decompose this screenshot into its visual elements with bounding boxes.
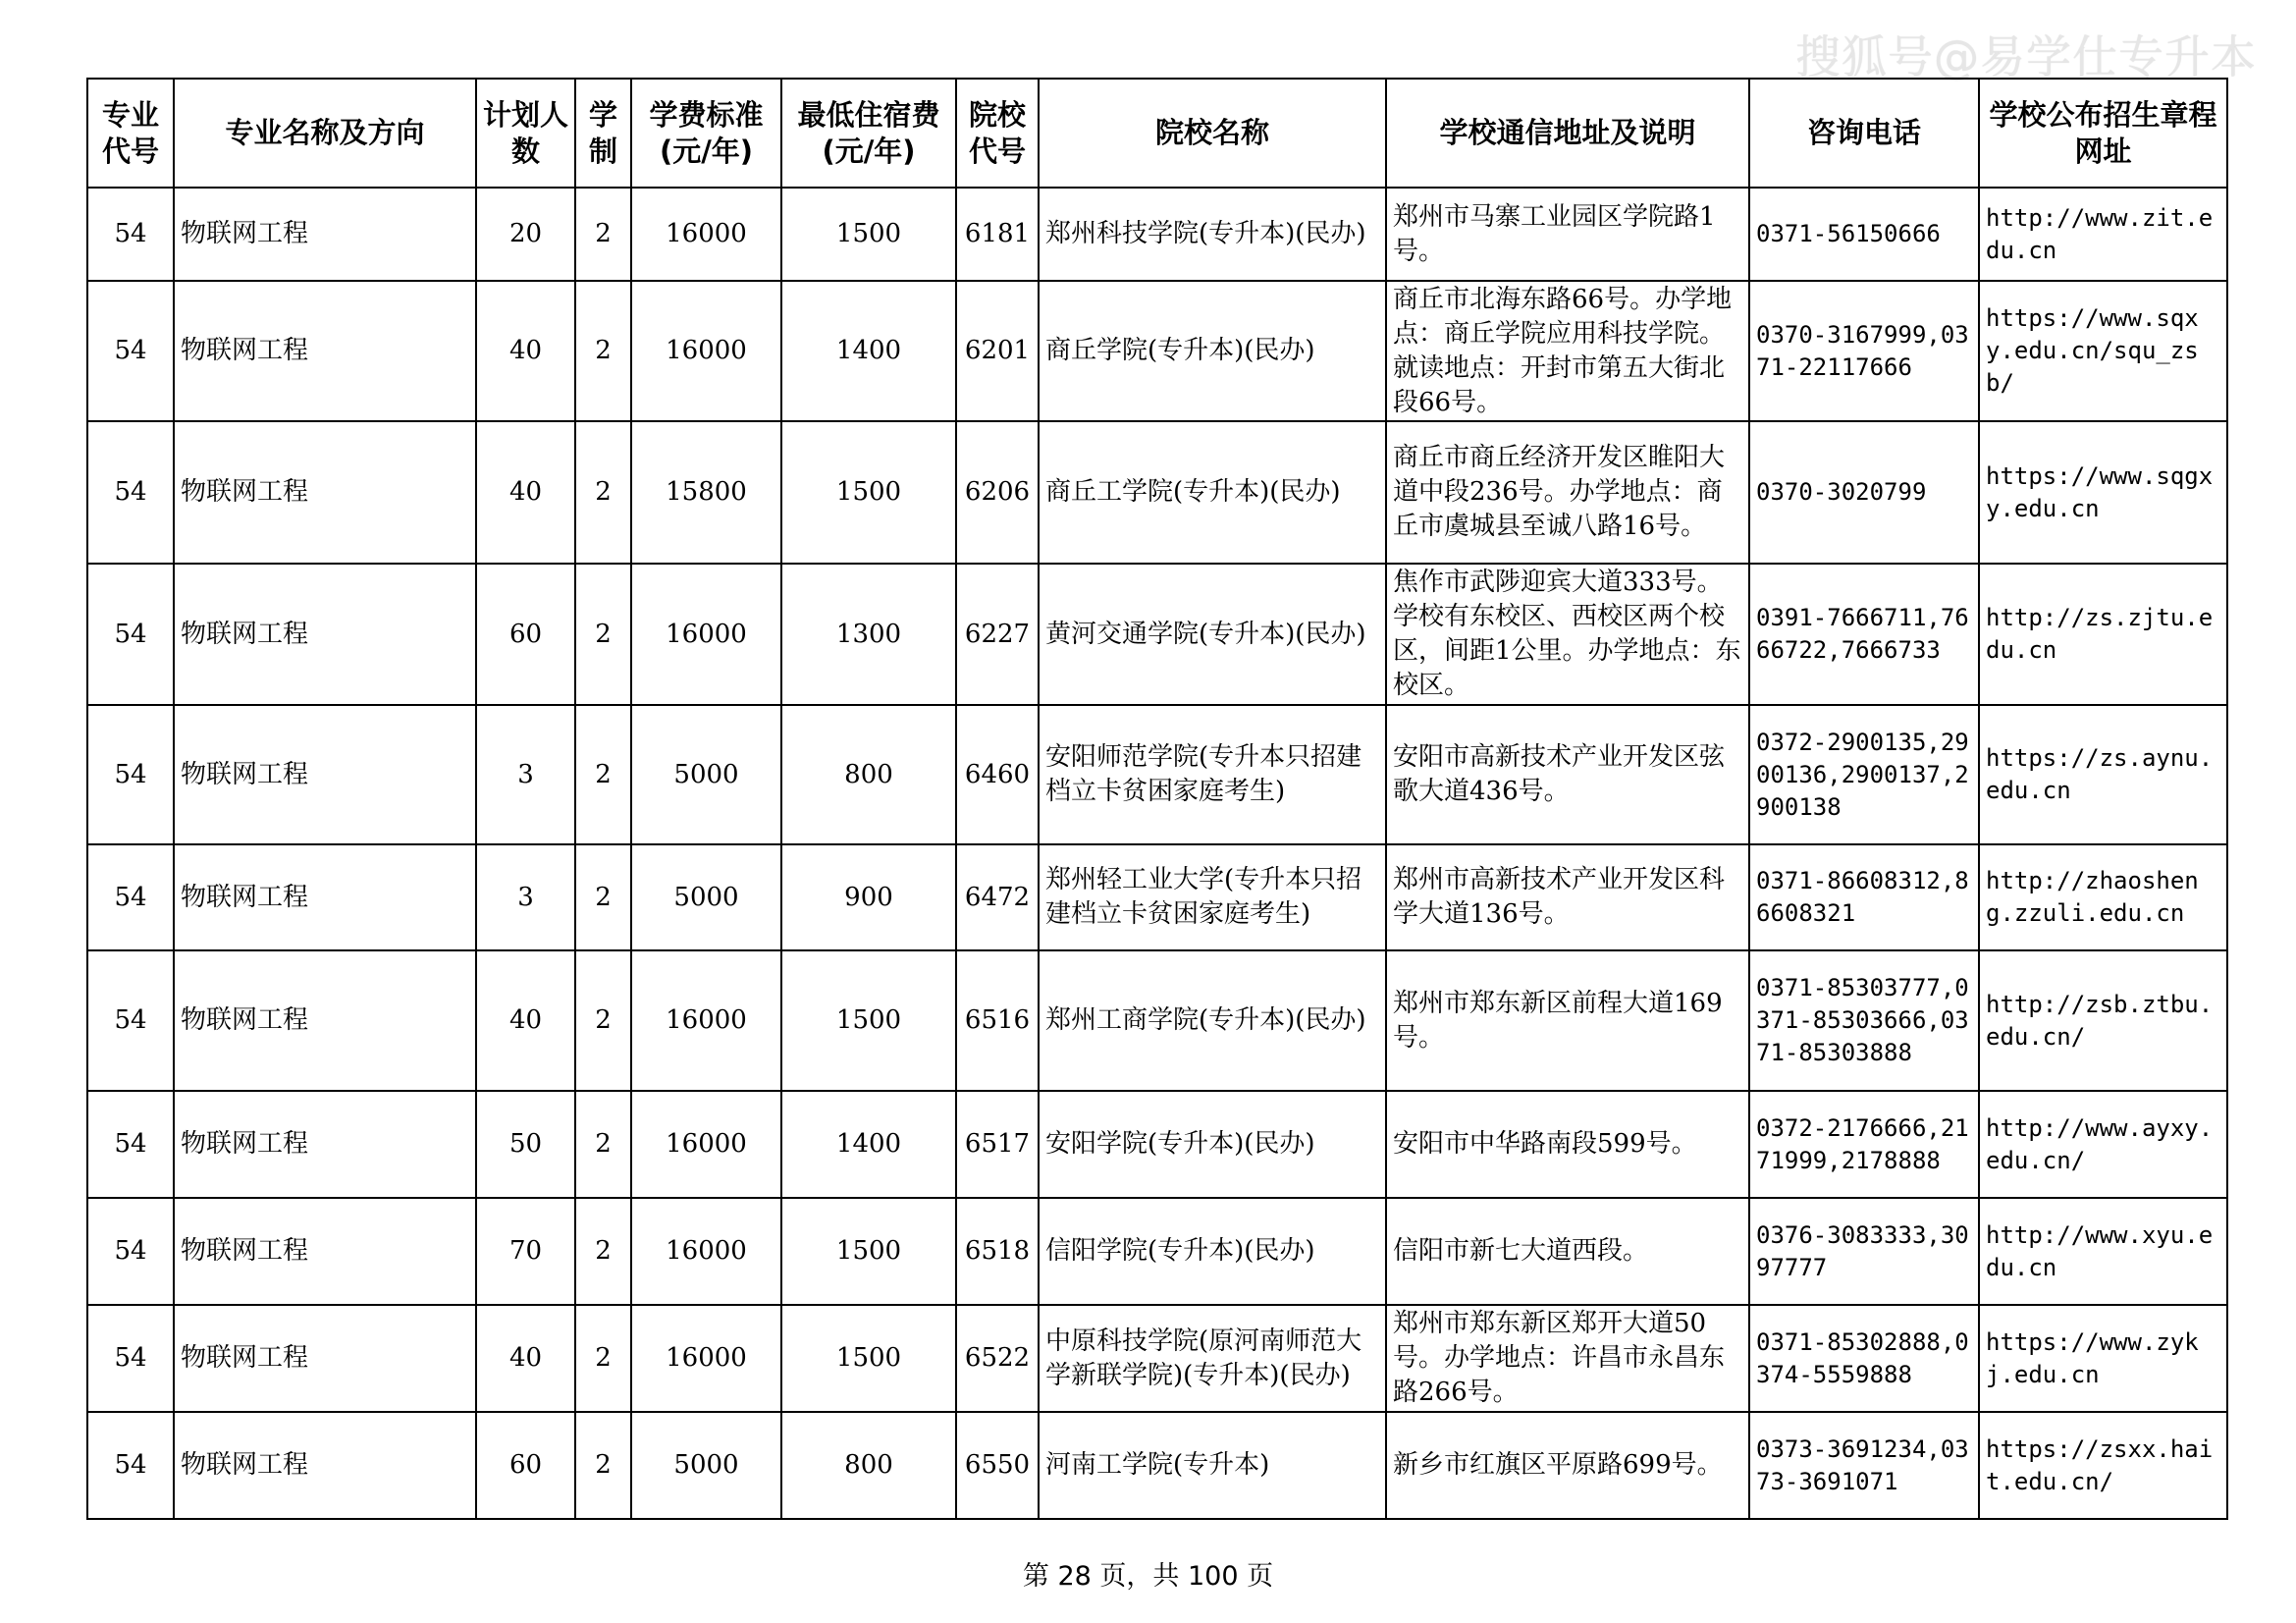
cell-major: 物联网工程	[174, 188, 476, 281]
cell-major: 物联网工程	[174, 844, 476, 950]
cell-phone: 0372-2900135,2900136,2900137,2900138	[1749, 705, 1979, 844]
cell-url[interactable]: http://www.ayxy.edu.cn/	[1979, 1091, 2227, 1198]
cell-tuition: 16000	[631, 1091, 781, 1198]
cell-major: 物联网工程	[174, 1091, 476, 1198]
cell-code: 54	[87, 281, 174, 421]
cell-url[interactable]: http://zsb.ztbu.edu.cn/	[1979, 950, 2227, 1091]
cell-major: 物联网工程	[174, 281, 476, 421]
cell-school-code: 6206	[956, 421, 1039, 564]
watermark: 搜狐号@易学仕专升本	[1795, 30, 2257, 83]
cell-school-code: 6516	[956, 950, 1039, 1091]
cell-code: 54	[87, 1305, 174, 1412]
cell-address: 安阳市中华路南段599号。	[1386, 1091, 1749, 1198]
cell-school-code: 6522	[956, 1305, 1039, 1412]
table-row	[87, 1305, 2227, 1412]
cell-school-name: 商丘工学院(专升本)(民办)	[1039, 421, 1386, 564]
cell-major: 物联网工程	[174, 1198, 476, 1305]
cell-tuition: 5000	[631, 705, 781, 844]
cell-dorm: 800	[781, 705, 956, 844]
cell-url[interactable]: http://www.zit.edu.cn	[1979, 188, 2227, 281]
cell-years: 2	[575, 1198, 631, 1305]
table-row	[87, 1198, 2227, 1305]
cell-school-name: 郑州科技学院(专升本)(民办)	[1039, 188, 1386, 281]
cell-tuition: 16000	[631, 564, 781, 705]
cell-major: 物联网工程	[174, 950, 476, 1091]
cell-tuition: 16000	[631, 1305, 781, 1412]
table-row	[87, 421, 2227, 564]
cell-address: 郑州市高新技术产业开发区科学大道136号。	[1386, 844, 1749, 950]
cell-code: 54	[87, 705, 174, 844]
cell-plan: 20	[476, 188, 575, 281]
header-tuition: 学费标准(元/年)	[631, 79, 781, 188]
cell-major: 物联网工程	[174, 1305, 476, 1412]
cell-years: 2	[575, 564, 631, 705]
cell-dorm: 1500	[781, 421, 956, 564]
header-url: 学校公布招生章程网址	[1979, 79, 2227, 188]
table-row	[87, 1412, 2227, 1519]
cell-years: 2	[575, 705, 631, 844]
cell-school-name: 安阳学院(专升本)(民办)	[1039, 1091, 1386, 1198]
cell-school-code: 6201	[956, 281, 1039, 421]
header-code: 专业代号	[87, 79, 174, 188]
cell-code: 54	[87, 950, 174, 1091]
cell-phone: 0371-86608312,86608321	[1749, 844, 1979, 950]
cell-dorm: 1500	[781, 950, 956, 1091]
cell-years: 2	[575, 1305, 631, 1412]
cell-tuition: 16000	[631, 1198, 781, 1305]
cell-school-name: 商丘学院(专升本)(民办)	[1039, 281, 1386, 421]
cell-plan: 60	[476, 1412, 575, 1519]
cell-school-code: 6518	[956, 1198, 1039, 1305]
cell-code: 54	[87, 188, 174, 281]
cell-plan: 3	[476, 705, 575, 844]
cell-dorm: 1500	[781, 1305, 956, 1412]
cell-url[interactable]: http://www.xyu.edu.cn	[1979, 1198, 2227, 1305]
cell-dorm: 1300	[781, 564, 956, 705]
header-plan: 计划人数	[476, 79, 575, 188]
table-row	[87, 844, 2227, 950]
cell-major: 物联网工程	[174, 1412, 476, 1519]
page-footer: 第 28 页，共 100 页	[1022, 1561, 1274, 1592]
cell-plan: 40	[476, 1305, 575, 1412]
cell-school-name: 郑州轻工业大学(专升本只招建档立卡贫困家庭考生)	[1039, 844, 1386, 950]
table-row	[87, 705, 2227, 844]
cell-code: 54	[87, 844, 174, 950]
cell-dorm: 800	[781, 1412, 956, 1519]
cell-dorm: 1400	[781, 281, 956, 421]
cell-phone: 0371-85302888,0374-5559888	[1749, 1305, 1979, 1412]
header-address: 学校通信地址及说明	[1386, 79, 1749, 188]
cell-address: 郑州市郑东新区郑开大道50号。办学地点：许昌市永昌东路266号。	[1386, 1305, 1749, 1412]
cell-address: 安阳市高新技术产业开发区弦歌大道436号。	[1386, 705, 1749, 844]
cell-years: 2	[575, 1412, 631, 1519]
cell-tuition: 15800	[631, 421, 781, 564]
cell-years: 2	[575, 950, 631, 1091]
table-row	[87, 950, 2227, 1091]
cell-school-code: 6472	[956, 844, 1039, 950]
cell-dorm: 1400	[781, 1091, 956, 1198]
cell-school-code: 6550	[956, 1412, 1039, 1519]
table-row	[87, 281, 2227, 421]
cell-plan: 50	[476, 1091, 575, 1198]
cell-tuition: 5000	[631, 1412, 781, 1519]
cell-code: 54	[87, 1091, 174, 1198]
cell-url[interactable]: https://www.zykj.edu.cn	[1979, 1305, 2227, 1412]
cell-tuition: 16000	[631, 281, 781, 421]
cell-major: 物联网工程	[174, 421, 476, 564]
cell-plan: 40	[476, 950, 575, 1091]
cell-phone: 0371-85303777,0371-85303666,0371-85303888	[1749, 950, 1979, 1091]
cell-address: 焦作市武陟迎宾大道333号。学校有东校区、西校区两个校区，间距1公里。办学地点：东校区。	[1386, 564, 1749, 705]
cell-dorm: 1500	[781, 188, 956, 281]
cell-plan: 70	[476, 1198, 575, 1305]
cell-years: 2	[575, 844, 631, 950]
cell-url[interactable]: https://zs.aynu.edu.cn	[1979, 705, 2227, 844]
cell-tuition: 5000	[631, 844, 781, 950]
cell-school-code: 6181	[956, 188, 1039, 281]
cell-school-name: 郑州工商学院(专升本)(民办)	[1039, 950, 1386, 1091]
cell-major: 物联网工程	[174, 564, 476, 705]
cell-phone: 0391-7666711,7666722,7666733	[1749, 564, 1979, 705]
cell-code: 54	[87, 1198, 174, 1305]
cell-phone: 0373-3691234,0373-3691071	[1749, 1412, 1979, 1519]
cell-tuition: 16000	[631, 188, 781, 281]
header-years: 学制	[575, 79, 631, 188]
cell-plan: 40	[476, 421, 575, 564]
cell-school-code: 6460	[956, 705, 1039, 844]
cell-school-name: 信阳学院(专升本)(民办)	[1039, 1198, 1386, 1305]
cell-dorm: 900	[781, 844, 956, 950]
cell-school-code: 6227	[956, 564, 1039, 705]
cell-school-code: 6517	[956, 1091, 1039, 1198]
cell-school-name: 黄河交通学院(专升本)(民办)	[1039, 564, 1386, 705]
cell-address: 新乡市红旗区平原路699号。	[1386, 1412, 1749, 1519]
header-dorm: 最低住宿费(元/年)	[781, 79, 956, 188]
cell-url[interactable]: https://www.sqxy.edu.cn/squ_zsb/	[1979, 281, 2227, 421]
header-major: 专业名称及方向	[174, 79, 476, 188]
cell-url[interactable]: https://www.sqgxy.edu.cn	[1979, 421, 2227, 564]
cell-phone: 0371-56150666	[1749, 188, 1979, 281]
header-school-name: 院校名称	[1039, 79, 1386, 188]
cell-url[interactable]: https://zsxx.hait.edu.cn/	[1979, 1412, 2227, 1519]
table-row	[87, 1091, 2227, 1198]
cell-phone: 0370-3167999,0371-22117666	[1749, 281, 1979, 421]
cell-phone: 0370-3020799	[1749, 421, 1979, 564]
cell-address: 郑州市马寨工业园区学院路1号。	[1386, 188, 1749, 281]
cell-address: 信阳市新七大道西段。	[1386, 1198, 1749, 1305]
cell-address: 商丘市商丘经济开发区睢阳大道中段236号。办学地点：商丘市虞城县至诚八路16号。	[1386, 421, 1749, 564]
cell-url[interactable]: http://zs.zjtu.edu.cn	[1979, 564, 2227, 705]
cell-years: 2	[575, 281, 631, 421]
cell-code: 54	[87, 564, 174, 705]
cell-years: 2	[575, 1091, 631, 1198]
cell-dorm: 1500	[781, 1198, 956, 1305]
cell-url[interactable]: http://zhaosheng.zzuli.edu.cn	[1979, 844, 2227, 950]
cell-school-name: 河南工学院(专升本)	[1039, 1412, 1386, 1519]
cell-years: 2	[575, 421, 631, 564]
cell-code: 54	[87, 421, 174, 564]
table-row	[87, 188, 2227, 281]
table-row	[87, 564, 2227, 705]
header-row	[87, 79, 2227, 188]
cell-address: 郑州市郑东新区前程大道169号。	[1386, 950, 1749, 1091]
cell-code: 54	[87, 1412, 174, 1519]
cell-plan: 3	[476, 844, 575, 950]
cell-tuition: 16000	[631, 950, 781, 1091]
header-school-code: 院校代号	[956, 79, 1039, 188]
cell-plan: 60	[476, 564, 575, 705]
header-phone: 咨询电话	[1749, 79, 1979, 188]
cell-school-name: 安阳师范学院(专升本只招建档立卡贫困家庭考生)	[1039, 705, 1386, 844]
cell-school-name: 中原科技学院(原河南师范大学新联学院)(专升本)(民办)	[1039, 1305, 1386, 1412]
cell-years: 2	[575, 188, 631, 281]
cell-phone: 0376-3083333,3097777	[1749, 1198, 1979, 1305]
cell-plan: 40	[476, 281, 575, 421]
cell-major: 物联网工程	[174, 705, 476, 844]
admissions-table	[86, 78, 2228, 1520]
cell-phone: 0372-2176666,2171999,2178888	[1749, 1091, 1979, 1198]
cell-address: 商丘市北海东路66号。办学地点：商丘学院应用科技学院。就读地点：开封市第五大街北段66号。	[1386, 281, 1749, 421]
